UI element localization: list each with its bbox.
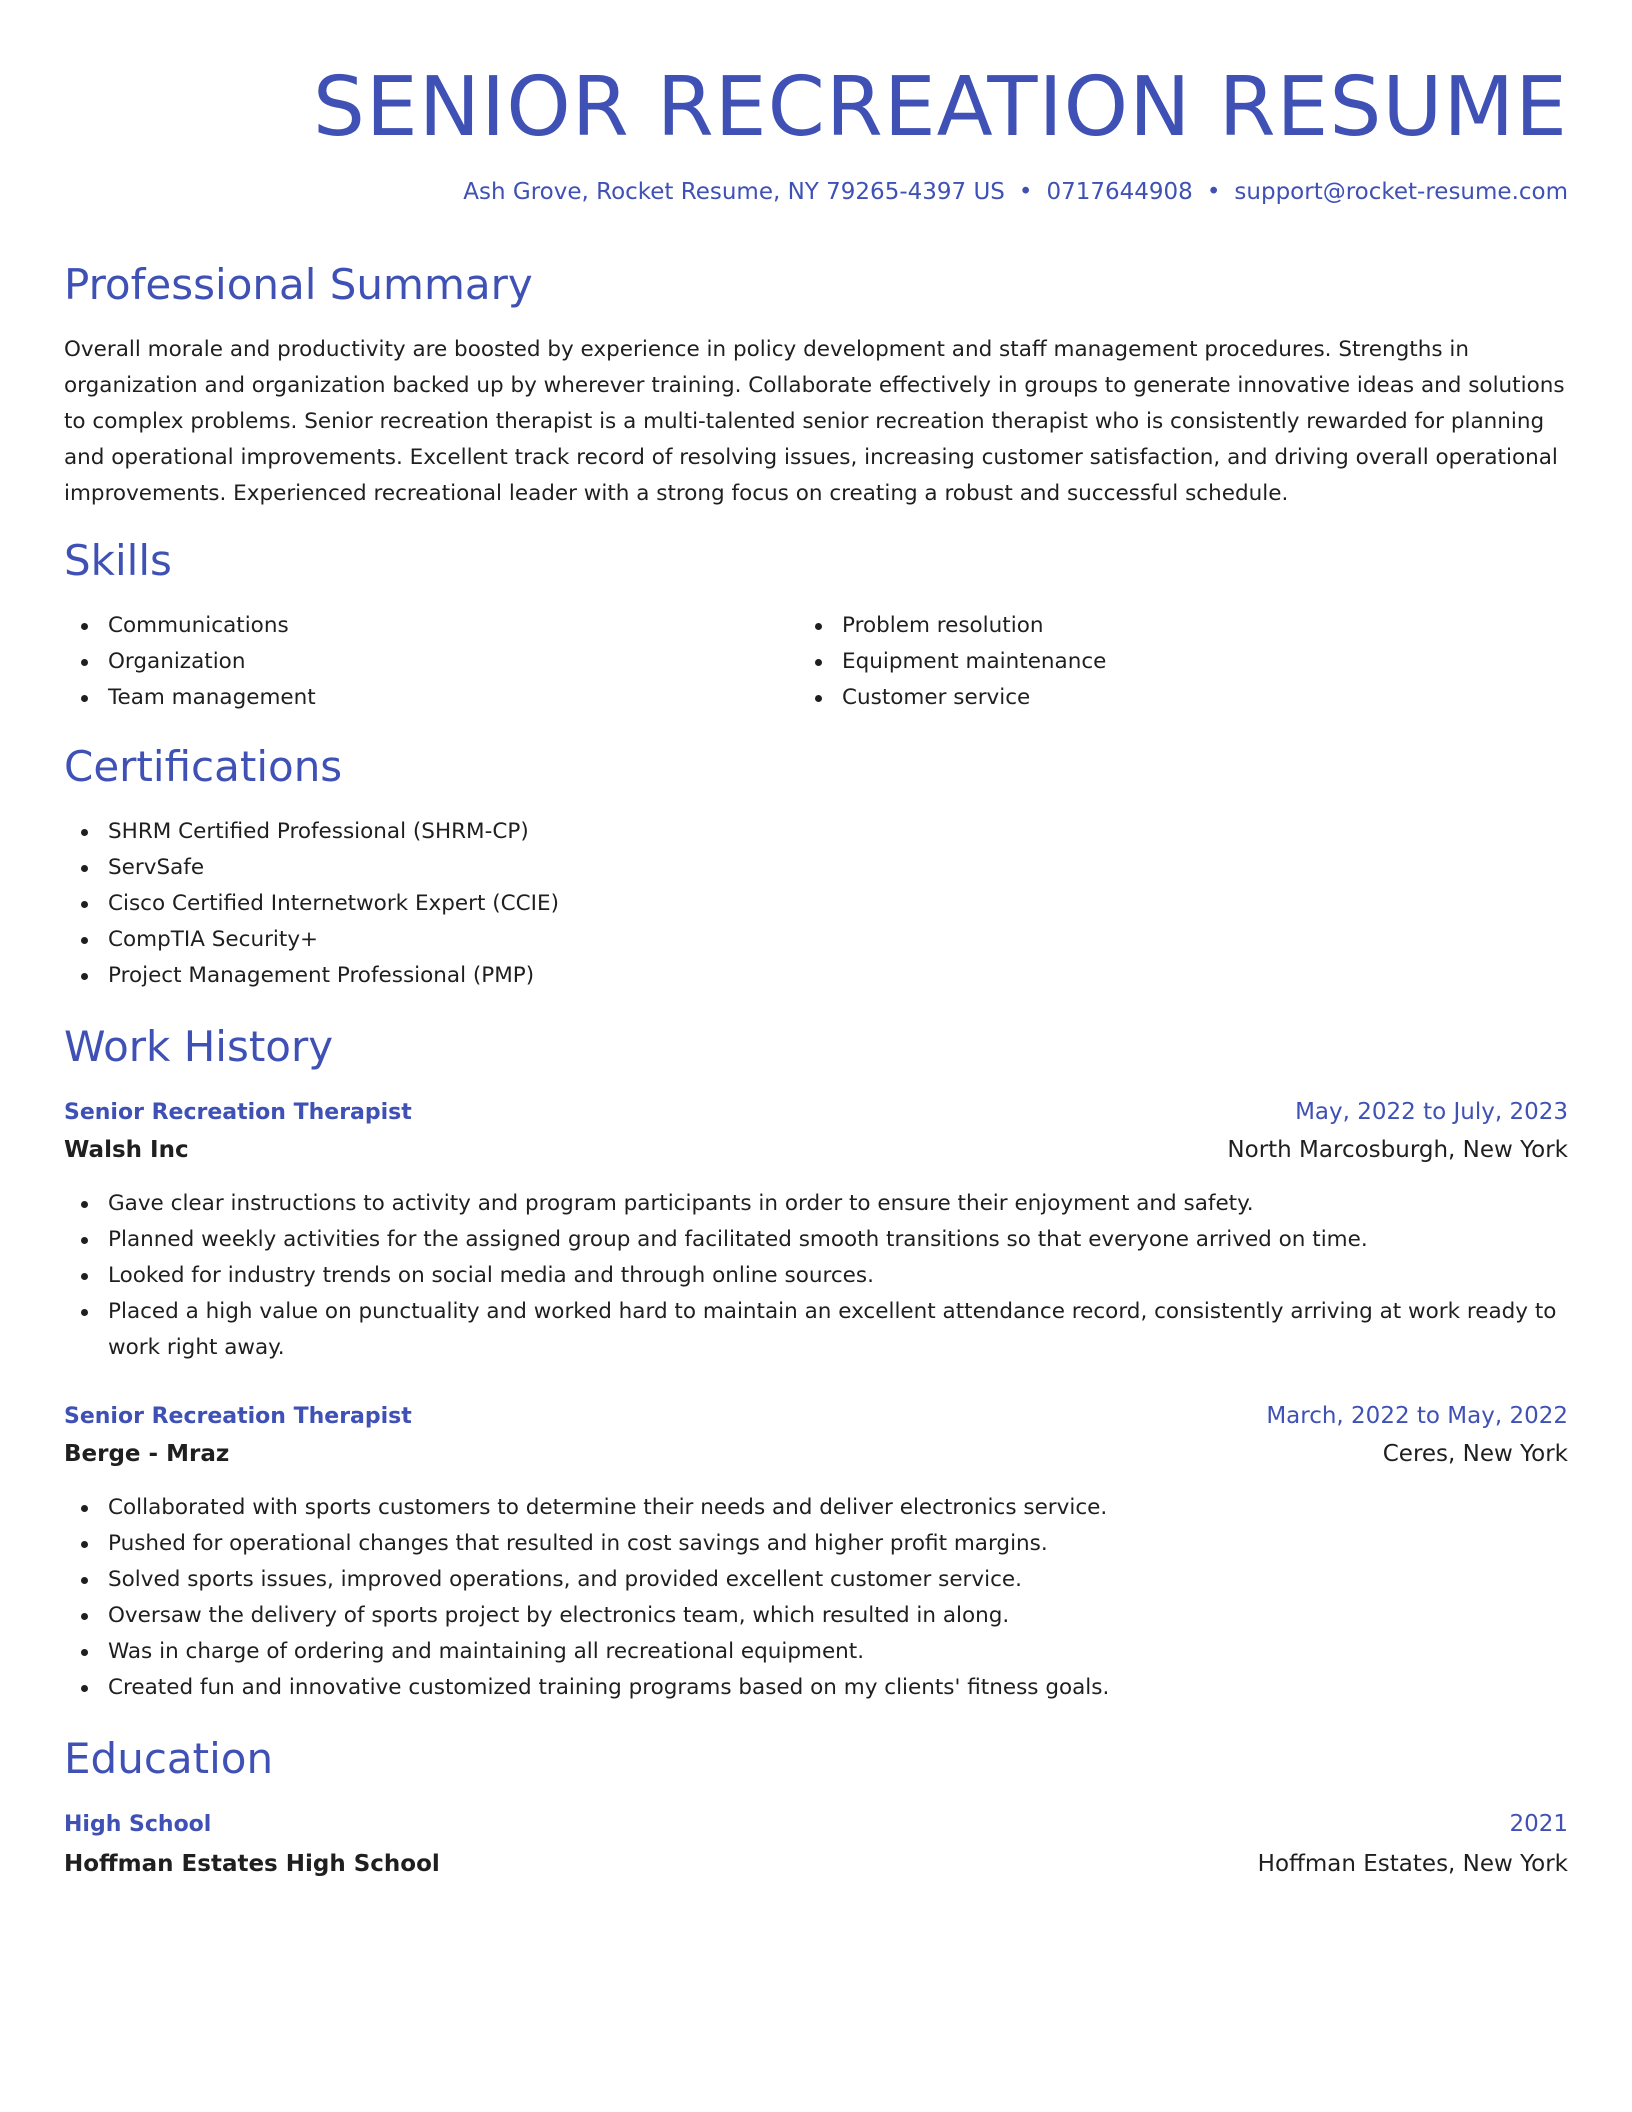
list-item: Planned weekly activities for the assigned group and facilitated smooth transitions so that everyone arrived on time. [64,1222,1568,1258]
contact-separator: • [1018,179,1033,205]
job-bullets [64,1490,1568,1706]
job-company: Berge - Mraz [64,1441,230,1467]
job-header [64,1400,1568,1433]
list-item: Oversaw the delivery of sports project by electronics team, which resulted in along. [64,1598,1568,1634]
list-item: Placed a high value on punctuality and worked hard to maintain an excellent attendance record, consistently arriving at work ready to work right away. [64,1294,1568,1366]
list-item: Was in charge of ordering and maintaining all recreational equipment. [64,1634,1568,1670]
contact-line [463,175,1568,209]
job-subheader [64,1133,1568,1167]
work-history-heading: Work History [64,1022,334,1071]
list-item: Gave clear instructions to activity and program participants in order to ensure their enjoyment and safety. [64,1186,1568,1222]
list-item: ServSafe [64,850,1568,886]
contact-email: support@rocket-resume.com [1234,179,1568,205]
education-subheader [64,1847,1568,1881]
list-item: SHRM Certified Professional (SHRM-CP) [64,814,1568,850]
list-item: Communications [64,608,764,644]
job-location: North Marcosburgh, New York [1227,1137,1568,1163]
list-item: Problem resolution [798,608,1498,644]
job-subheader [64,1437,1568,1471]
list-item: Organization [64,644,764,680]
job-header [64,1096,1568,1129]
skills-heading: Skills [64,536,172,585]
education-heading: Education [64,1734,274,1783]
list-item: Team management [64,680,764,716]
list-item: Pushed for operational changes that resulted in cost savings and higher profit margins. [64,1526,1568,1562]
job-dates: March, 2022 to May, 2022 [1266,1403,1568,1429]
job-company: Walsh Inc [64,1137,189,1163]
job-role: Senior Recreation Therapist [64,1100,412,1125]
contact-phone: 0717644908 [1046,179,1193,205]
education-header [64,1808,1568,1841]
list-item: Equipment maintenance [798,644,1498,680]
skills-list-left [64,608,764,716]
resume-title: SENIOR RECREATION RESUME [312,60,1568,155]
list-item: Customer service [798,680,1498,716]
list-item: Looked for industry trends on social media and through online sources. [64,1258,1568,1294]
skills-list-right [798,608,1498,716]
certifications-list [64,814,1568,994]
job-bullets [64,1186,1568,1366]
job-location: Ceres, New York [1382,1441,1568,1467]
contact-separator: • [1206,179,1221,205]
education-school: Hoffman Estates High School [64,1851,440,1877]
education-degree: High School [64,1812,212,1837]
list-item: Created fun and innovative customized training programs based on my clients' fitness goals. [64,1670,1568,1706]
summary-heading: Professional Summary [64,260,533,309]
summary-text: Overall morale and productivity are boosted by experience in policy development and staff management procedures. Strengths in organization and organization backed up by wherever training. Collaborate effectively in groups to generate innovative ideas and solutions to complex problems. Senior recreation therapist is a multi-talented senior recreation therapist who is consistently rewarded for planning and operational improvements. Excellent track record of resolving issues, increasing customer satisfaction, and driving overall operational improvements. Experienced recreational leader with a strong focus on creating a robust and successful schedule. [64,337,1565,506]
job-dates: May, 2022 to July, 2023 [1295,1099,1568,1125]
certifications-heading: Certifications [64,742,343,791]
list-item: Solved sports issues, improved operations, and provided excellent customer service. [64,1562,1568,1598]
list-item: Cisco Certified Internetwork Expert (CCIE) [64,886,1568,922]
list-item: CompTIA Security+ [64,922,1568,958]
list-item: Collaborated with sports customers to determine their needs and deliver electronics service. [64,1490,1568,1526]
job-role: Senior Recreation Therapist [64,1404,412,1429]
education-location: Hoffman Estates, New York [1257,1851,1568,1877]
education-year: 2021 [1509,1811,1568,1837]
contact-address: Ash Grove, Rocket Resume, NY 79265-4397 US [463,179,1005,205]
list-item: Project Management Professional (PMP) [64,958,1568,994]
